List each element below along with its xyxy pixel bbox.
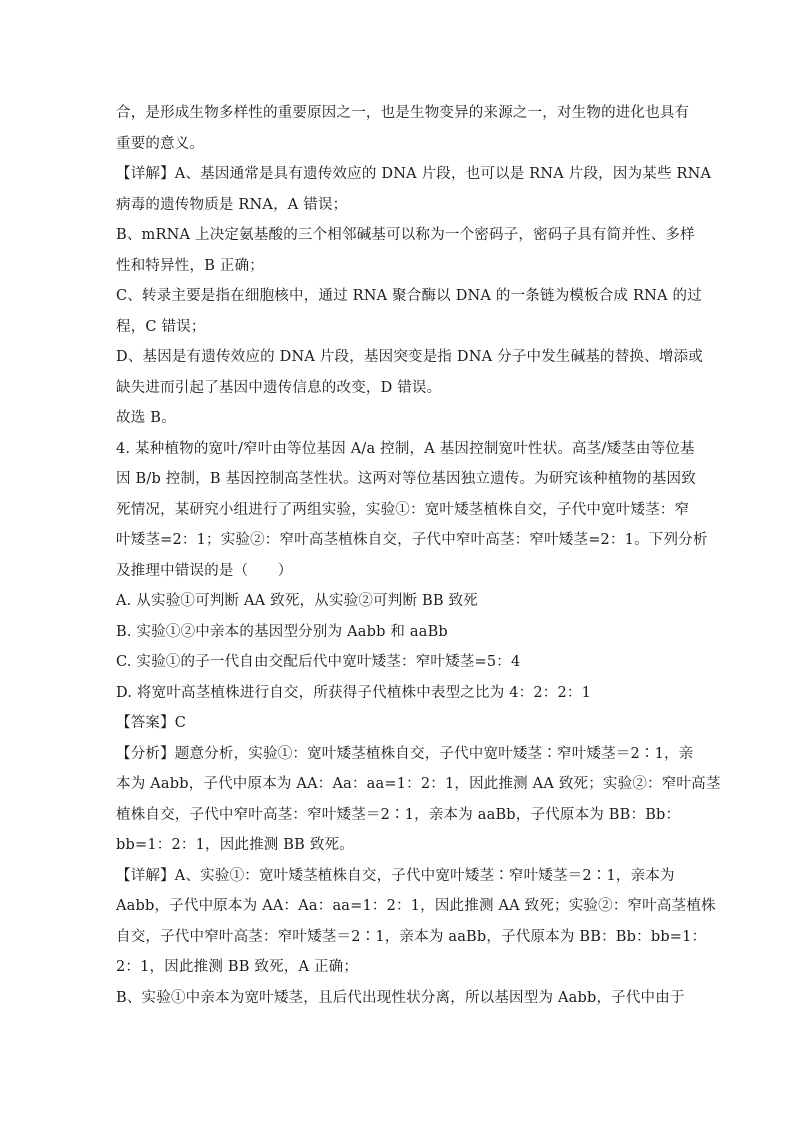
detail-line: 自交，子代中窄叶高茎：窄叶矮茎＝2∶1，亲本为 aaBb，子代原本为 BB：Bb：bb=1： [116, 928, 707, 945]
document-page [116, 98, 721, 1013]
question-stem-line: 因 B/b 控制，B 基因控制高茎性状。这两对等位基因独立遗传。为研究该种植物的基因致 [116, 471, 696, 487]
analysis-line: bb=1：2：1，因此推测 BB 致死。 [116, 837, 354, 853]
detail-line: 2：1，因此推测 BB 致死，A 正确； [116, 959, 359, 975]
text-line: 程，C 错误； [116, 318, 206, 335]
text-line: 【详解】A、基因通常是具有遗传效应的 DNA 片段，也可以是 RNA 片段，因为某些 RNA [116, 166, 712, 182]
analysis-line: 【分析】题意分析，实验①：宽叶矮茎植株自交，子代中宽叶矮茎∶窄叶矮茎＝2∶1，亲 [116, 745, 694, 762]
question-stem-line: 4. 某种植物的宽叶/窄叶由等位基因 A/a 控制，A 基因控制宽叶性状。高茎/矮茎由等位基 [116, 440, 695, 457]
text-line: B、mRNA 上决定氨基酸的三个相邻碱基可以称为一个密码子，密码子具有简并性、多样 [116, 227, 695, 243]
analysis-line: 本为 Aabb，子代中原本为 AA：Aa：aa=1：2：1，因此推测 AA 致死；实验②：窄叶高茎 [116, 776, 721, 792]
question-stem-line: 及推理中错误的是（ ） [116, 562, 293, 579]
detail-line: 【详解】A、实验①：宽叶矮茎植株自交，子代中宽叶矮茎∶窄叶矮茎＝2∶1，亲本为 [116, 867, 675, 884]
text-line: 缺失进而引起了基因中遗传信息的改变，D 错误。 [116, 379, 442, 396]
question-stem-line: 死情况，某研究小组进行了两组实验，实验①：宽叶矮茎植株自交，子代中宽叶矮茎：窄 [116, 501, 690, 518]
text-line: 合，是形成生物多样性的重要原因之一，也是生物变异的来源之一，对生物的进化也具有 [116, 105, 690, 121]
text-line: C、转录主要是指在细胞核中，通过 RNA 聚合酶以 DNA 的一条链为模板合成 RNA 的过 [116, 288, 702, 304]
text-line: 病毒的遗传物质是 RNA，A 错误； [116, 196, 348, 213]
text-line: D、基因是有遗传效应的 DNA 片段，基因突变是指 DNA 分子中发生碱基的替换、增添或 [116, 349, 703, 365]
text-line: 性和特异性，B 正确； [116, 257, 264, 274]
text-line: 重要的意义。 [116, 135, 205, 152]
option-c: C. 实验①的子一代自由交配后代中宽叶矮茎：窄叶矮茎=5：4 [116, 654, 521, 670]
option-d: D. 将宽叶高茎植株进行自交，所获得子代植株中表型之比为 4：2：2：1 [116, 684, 592, 701]
answer-line: 【答案】C [116, 715, 187, 731]
option-a: A. 从实验①可判断 AA 致死，从实验②可判断 BB 致死 [116, 593, 478, 609]
analysis-line: 植株自交，子代中窄叶高茎：窄叶矮茎＝2∶1，亲本为 aaBb，子代原本为 BB：Bb： [116, 806, 681, 823]
detail-line: Aabb，子代中原本为 AA：Aa：aa=1：2：1，因此推测 AA 致死；实验②：窄叶高茎植株 [116, 898, 716, 914]
question-stem-line: 叶矮茎=2：1；实验②：窄叶高茎植株自交，子代中窄叶高茎：窄叶矮茎=2：1。下列分析 [116, 532, 708, 548]
text-line: 故选 B。 [116, 410, 176, 426]
option-b: B. 实验①②中亲本的基因型分别为 Aabb 和 aaBb [116, 623, 448, 640]
detail-line: B、实验①中亲本为宽叶矮茎，且后代出现性状分离，所以基因型为 Aabb，子代中由于 [116, 989, 685, 1006]
